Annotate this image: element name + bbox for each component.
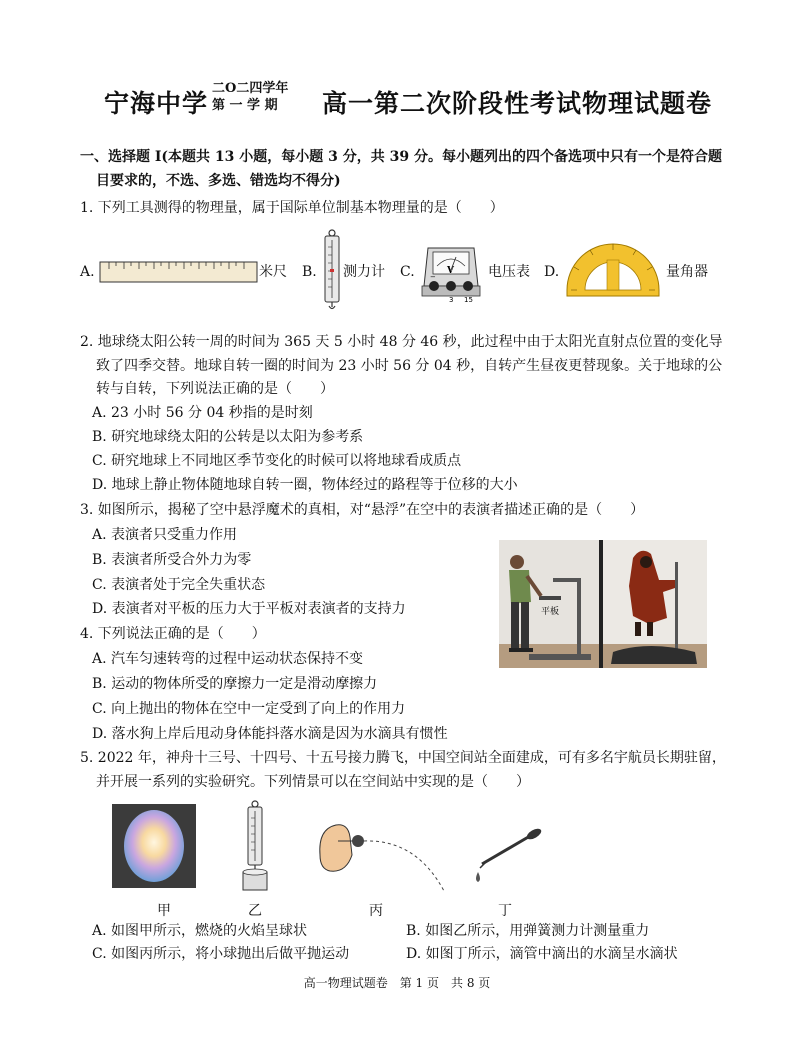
q3-option-c: C. 表演者处于完全失重状态 [92, 577, 266, 593]
ruler-icon [99, 259, 259, 285]
spring-scale-with-weight-icon [238, 800, 272, 892]
school-name: 宁海中学 [104, 89, 209, 118]
q2-option-a: A. 23 小时 56 分 04 秒指的是时刻 [92, 405, 313, 421]
voltmeter-icon [420, 240, 482, 302]
spring-scale-icon [320, 229, 344, 311]
protractor-icon [563, 236, 663, 298]
q5-option-b: B. 如图乙所示，用弹簧测力计测量重力 [406, 923, 650, 939]
q3-stem: 3. 如图所示，揭秘了空中悬浮魔术的真相，对“悬浮”在空中的表演者描述正确的是（ ） [80, 502, 645, 518]
q1-option-c-letter: C. [400, 264, 415, 280]
q4-option-b: B. 运动的物体所受的摩擦力一定是滑动摩擦力 [92, 676, 378, 692]
q2-stem-line1: 2. 地球绕太阳公转一周的时间为 365 天 5 小时 48 分 46 秒，此过程中由于太阳光直射点位置的变化导 [80, 334, 723, 350]
caption-jia: 甲 [157, 903, 171, 919]
year-line: 二O二四学年 [212, 81, 289, 96]
q4-stem: 4. 下列说法正确的是（ ） [80, 626, 266, 642]
q2-option-d: D. 地球上静止物体随地球自转一圈，物体经过的路程等于位移的大小 [92, 477, 518, 493]
flame-photo [112, 804, 196, 888]
q2-option-b: B. 研究地球绕太阳的公转是以太阳为参考系 [92, 429, 364, 445]
section-heading-line2: 目要求的，不选、多选、错选均不得分) [96, 173, 341, 189]
q1-option-b-label: 测力计 [343, 264, 385, 280]
academic-term [212, 80, 288, 114]
q5-option-a: A. 如图甲所示，燃烧的火焰呈球状 [92, 923, 308, 939]
q1-option-d-letter: D. [544, 264, 560, 280]
q2-option-c: C. 研究地球上不同地区季节变化的时候可以将地球看成质点 [92, 453, 462, 469]
voltmeter-v-mark: V [447, 266, 454, 276]
q2-stem-line2: 致了四季交替。地球自转一圈的时间为 23 小时 56 分 04 秒，自转产生昼夜更替现象。关于地球的公 [96, 358, 723, 374]
q5-stem-line1: 5. 2022 年，神舟十三号、十四号、十五号接力腾飞，中国空间站全面建成，可有多名宇航员长期驻留， [80, 750, 726, 766]
q1-option-d-label: 量角器 [666, 264, 708, 280]
q4-option-c: C. 向上抛出的物体在空中一定受到了向上的作用力 [92, 701, 406, 717]
q1-option-a-label: 米尺 [259, 264, 287, 280]
semester-line: 第 一 学 期 [212, 98, 278, 113]
q1-option-a-letter: A. [80, 264, 95, 280]
q1-option-b-letter: B. [302, 264, 317, 280]
page-footer: 高一物理试题卷 第 1 页 共 8 页 [303, 976, 491, 990]
q5-option-d: D. 如图丁所示，滴管中滴出的水滴呈水滴状 [406, 946, 678, 962]
q3-option-a: A. 表演者只受重力作用 [92, 527, 238, 543]
platform-label: 平板 [541, 607, 560, 617]
q4-option-d: D. 落水狗上岸后甩动身体能抖落水滴是因为水滴具有惯性 [92, 726, 448, 742]
q2-stem-line3: 转与自转，下列说法正确的是（ ） [96, 381, 334, 397]
exam-title: 高一第二次阶段性考试物理试题卷 [322, 89, 713, 118]
voltmeter-15-mark: 15 [464, 296, 473, 302]
levitation-photo [499, 540, 707, 668]
caption-ding: 丁 [498, 903, 512, 919]
thrown-ball-diagram [316, 815, 458, 895]
voltmeter-3-mark: 3 [449, 296, 454, 302]
q1-stem: 1. 下列工具测得的物理量，属于国际单位制基本物理量的是（ ） [80, 200, 504, 216]
q5-option-c: C. 如图丙所示，将小球抛出后做平抛运动 [92, 946, 350, 962]
caption-yi: 乙 [248, 903, 262, 919]
caption-bing: 丙 [369, 903, 383, 919]
voltmeter-minus-mark: − [430, 273, 436, 281]
q3-option-d: D. 表演者对平板的压力大于平板对表演者的支持力 [92, 601, 406, 617]
q1-option-c-label: 电压表 [488, 264, 530, 280]
section-heading-line1: 一、选择题 I(本题共 13 小题，每小题 3 分，共 39 分。每小题列出的四个备选项中只有一个是符合题 [80, 149, 722, 165]
q4-option-a: A. 汽车匀速转弯的过程中运动状态保持不变 [92, 651, 364, 667]
dropper-diagram [468, 828, 544, 884]
q5-stem-line2: 并开展一系列的实验研究。下列情景可以在空间站中实现的是（ ） [96, 774, 530, 790]
q3-option-b: B. 表演者所受合外力为零 [92, 552, 252, 568]
